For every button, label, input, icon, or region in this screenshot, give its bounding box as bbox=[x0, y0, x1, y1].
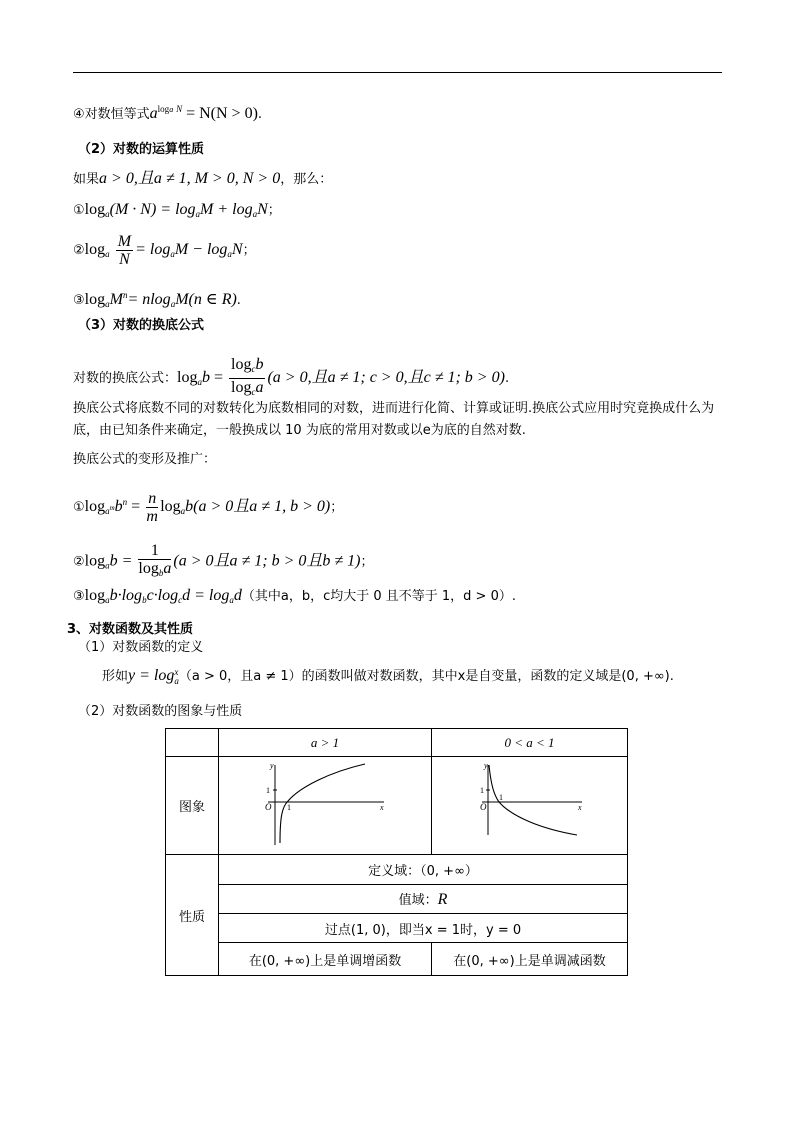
definition-line: 形如y = log x a （a > 0，且a ≠ 1）的函数叫做对数函数，其中x是自变量，函数的定义域是(0, +∞). bbox=[102, 666, 674, 686]
section-heading-change-of-base: （3）对数的换底公式 bbox=[78, 318, 205, 333]
domain-cell: 定义域：（0, +∞） bbox=[219, 855, 628, 885]
condition-line: 如果a > 0,且a ≠ 1, M > 0, N > 0，那么： bbox=[73, 170, 333, 187]
graph-label-one-x: 1 bbox=[287, 803, 292, 812]
properties-table bbox=[165, 728, 628, 976]
rule-power: $③\log_aM^n= nlog_aM(n$ ∈ R). bbox=[73, 290, 241, 309]
graph-label-one-y: 1 bbox=[266, 786, 271, 795]
graph-label-x: x bbox=[578, 803, 582, 812]
header-a-lt-1: 0 < a < 1 bbox=[432, 729, 628, 757]
graph-label-y: y bbox=[484, 761, 488, 770]
graph-label-one-x: 1 bbox=[499, 793, 503, 802]
rule-quotient: $②\log_a$ $\frac{M}{N}$ = $\log_aM - \log_aN$； bbox=[73, 233, 256, 268]
graph-label-x: x bbox=[380, 803, 384, 812]
section-3-heading: 3、对数函数及其性质 bbox=[67, 622, 194, 637]
variant-3: $③\log_ab\cdot\log_bc\cdot\log_cd = \log_ad$（其中a，b，c均大于 0 且不等于 1，d > 0）. bbox=[73, 587, 516, 605]
graph-label-y: y bbox=[270, 761, 274, 770]
range-cell: 值域：R bbox=[219, 885, 628, 914]
section-heading-operations: （2）对数的运算性质 bbox=[78, 142, 205, 157]
variant-1: $①\log_{a^m}b^n$ = $\frac{n}{m}$ $\log_ab(a > 0$且a ≠ 1, b > 0)； bbox=[73, 490, 344, 525]
identity-line: ④对数恒等式$a^{loga N} = N(N > 0)$. bbox=[73, 104, 263, 122]
monotonic-decreasing-cell: 在(0, +∞)上是单调减函数 bbox=[432, 943, 628, 976]
log-curve-increasing bbox=[280, 764, 365, 843]
row-label-properties: 性质 bbox=[166, 855, 219, 976]
variants-heading: 换底公式的变形及推广： bbox=[73, 452, 217, 467]
subsection-graph-properties: （2）对数函数的图象与性质 bbox=[78, 704, 243, 719]
graph-increasing bbox=[220, 757, 430, 850]
graph-increasing-cell bbox=[219, 757, 432, 855]
graph-decreasing bbox=[432, 757, 627, 850]
graph-decreasing-cell bbox=[432, 757, 628, 855]
subsection-definition: （1）对数函数的定义 bbox=[78, 640, 204, 655]
change-of-base-explanation: 换底公式将底数不同的对数转化为底数相同的对数，进而进行化简、计算或证明.换底公式应用时究竟换成什么为底，由已知条件来确定，一般换成以 10 为底的常用对数或以e为底的自然对数. bbox=[73, 401, 715, 438]
point-cell: 过点(1, 0)，即当x = 1时，y = 0 bbox=[219, 914, 628, 943]
variant-2: $②\log_ab$ = $\frac{1}{\log_ba}$ (a > 0且a ≠ 1; b > 0且b ≠ 1)； bbox=[73, 542, 374, 578]
header-a-gt-1: a > 1 bbox=[219, 729, 432, 757]
graph-label-origin: O bbox=[480, 802, 487, 812]
table-corner bbox=[166, 729, 219, 757]
graph-label-one-y: 1 bbox=[480, 786, 484, 795]
header-rule bbox=[73, 72, 722, 73]
rule-product: $①\log_a(M \cdot N) = \log_aM + \log_aN$； bbox=[73, 201, 281, 219]
row-label-graph: 图象 bbox=[166, 757, 219, 855]
change-of-base-formula: 对数的换底公式：$\log_ab$ = $\frac{\log_cb}{\log_ca}$ (a > 0,且a ≠ 1; c > 0,且c ≠ 1; b > 0). bbox=[73, 356, 510, 397]
monotonic-increasing-cell: 在(0, +∞)上是单调增函数 bbox=[219, 943, 432, 976]
graph-label-origin: O bbox=[265, 802, 272, 812]
